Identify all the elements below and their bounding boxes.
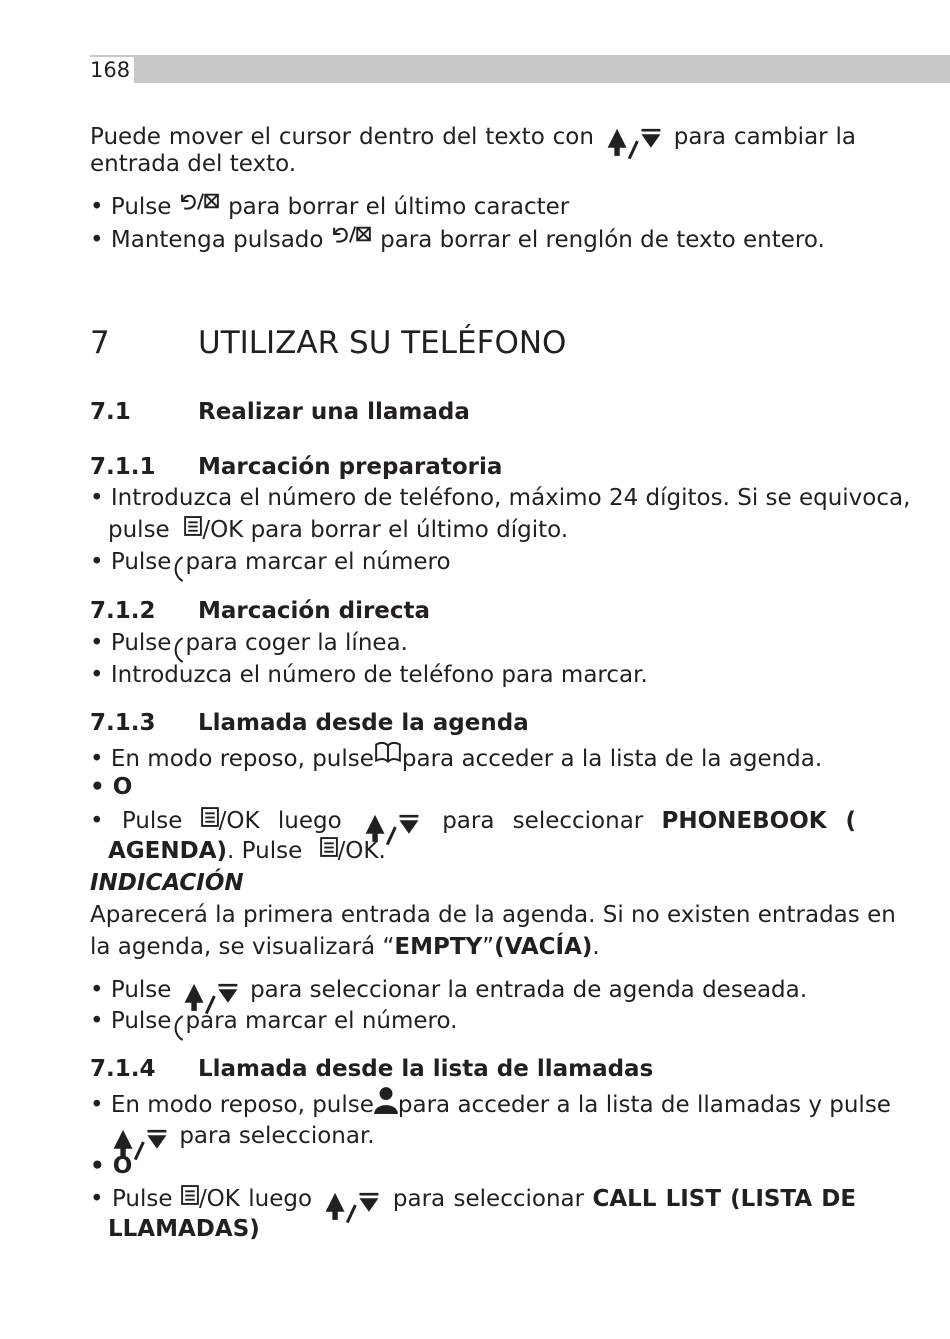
note-line-1: Aparecerá la primera entrada de la agenda. Si no existen entradas en (90, 902, 896, 928)
text: • Pulse (90, 808, 183, 834)
text: . (378, 838, 386, 864)
bullet-delete-line (90, 223, 825, 255)
ok-label: /OK (198, 1186, 240, 1212)
list-item (90, 628, 408, 664)
back-delete-icon (179, 190, 221, 212)
bullet-delete-last-char (90, 190, 569, 222)
text: para coger la línea. (185, 630, 408, 656)
list-item (108, 836, 386, 866)
section-heading-7-1-1 (90, 452, 502, 482)
section-heading-7-1 (90, 397, 470, 427)
back-delete-icon (331, 223, 373, 245)
phonebook-icon (374, 740, 402, 764)
list-item (90, 740, 822, 774)
text: luego (248, 1186, 313, 1212)
note-line-2 (90, 932, 600, 962)
text: . (592, 934, 600, 960)
text: • Mantenga pulsado (90, 227, 324, 253)
text: para marcar el número (185, 549, 451, 575)
text: para marcar el número. (185, 1008, 458, 1034)
list-item: • O (90, 1153, 133, 1179)
text: • Pulse (90, 630, 172, 656)
menu-ok-icon (320, 837, 338, 857)
text: para cambiar la (673, 124, 857, 150)
list-item (90, 547, 451, 583)
section-title: Realizar una llamada (198, 399, 470, 425)
text: • Pulse (90, 977, 172, 1003)
call-list-label: CALL LIST (LISTA DE (592, 1186, 857, 1212)
section-number: 7.1.2 (90, 598, 156, 624)
section-number: 7.1 (90, 399, 131, 425)
section-heading-7-1-4 (90, 1054, 653, 1084)
text: para acceder a la lista de llamadas y pulse (397, 1092, 891, 1118)
ok-label: /OK (202, 517, 244, 543)
section-number: 7.1.4 (90, 1056, 156, 1082)
chapter-number: 7 (90, 325, 110, 361)
text: • Pulse (90, 1186, 173, 1212)
text: para borrar el último dígito. (250, 517, 569, 543)
text: pulse (108, 517, 170, 543)
phonebook-label: PHONEBOOK ( (661, 808, 857, 834)
text: para borrar el último caracter (228, 194, 570, 220)
list-item: • O (90, 774, 133, 800)
header-bar (90, 55, 950, 83)
chapter-title: UTILIZAR SU TELÉFONO (198, 325, 567, 361)
text: luego (277, 808, 342, 834)
text: • Pulse (90, 549, 172, 575)
text: para seleccionar (392, 1186, 585, 1212)
section-heading-7-1-3 (90, 708, 529, 738)
contact-icon (374, 1086, 398, 1114)
text: para seleccionar la entrada de agenda deseada. (250, 977, 808, 1003)
section-title: Llamada desde la lista de llamadas (198, 1056, 654, 1082)
text: • Pulse (90, 1008, 172, 1034)
list-item (90, 1006, 457, 1042)
page-number: 168 (90, 57, 134, 83)
text: . Pulse (227, 838, 303, 864)
section-title: Llamada desde la agenda (198, 710, 529, 736)
list-item: • Introduzca el número de teléfono para marcar. (90, 662, 648, 688)
handset-icon (171, 555, 185, 583)
text: para seleccionar. (179, 1123, 375, 1149)
section-title: Marcación directa (198, 598, 431, 624)
text: Puede mover el cursor dentro del texto con (90, 124, 594, 150)
text: ” (482, 934, 495, 960)
section-title: Marcación preparatoria (198, 454, 503, 480)
section-number: 7.1.1 (90, 454, 156, 480)
handset-icon (171, 1014, 185, 1042)
menu-ok-icon (181, 1185, 199, 1205)
cursor-paragraph-line-2: entrada del texto. (90, 151, 297, 177)
chapter-heading (90, 325, 566, 361)
text: para acceder a la lista de la agenda. (401, 746, 823, 772)
text: para borrar el renglón de texto entero. (380, 227, 825, 253)
list-item: LLAMADAS) (108, 1216, 260, 1242)
text: • En modo reposo, pulse (90, 746, 374, 772)
empty-label: EMPTY (394, 934, 483, 960)
up-down-arrow-icon (602, 118, 666, 160)
menu-ok-icon (201, 807, 219, 827)
text: • En modo reposo, pulse (90, 1092, 374, 1118)
ok-label: /OK (218, 808, 260, 834)
list-item: • Introduzca el número de teléfono, máximo 24 dígitos. Si se equivoca, (90, 485, 911, 511)
text: • Pulse (90, 194, 172, 220)
text: para seleccionar (442, 808, 644, 834)
ok-label: /OK (337, 838, 379, 864)
vacia-label: (VACÍA) (494, 934, 593, 960)
agenda-label: AGENDA) (108, 838, 228, 864)
menu-ok-icon (184, 516, 202, 536)
up-down-arrow-icon (320, 1182, 384, 1224)
section-number: 7.1.3 (90, 710, 156, 736)
note-label: INDICACIÓN (90, 870, 244, 896)
list-item (108, 515, 568, 545)
section-heading-7-1-2 (90, 596, 430, 626)
text: la agenda, se visualizará “ (90, 934, 395, 960)
list-item (108, 1119, 375, 1161)
list-item (90, 1086, 891, 1120)
